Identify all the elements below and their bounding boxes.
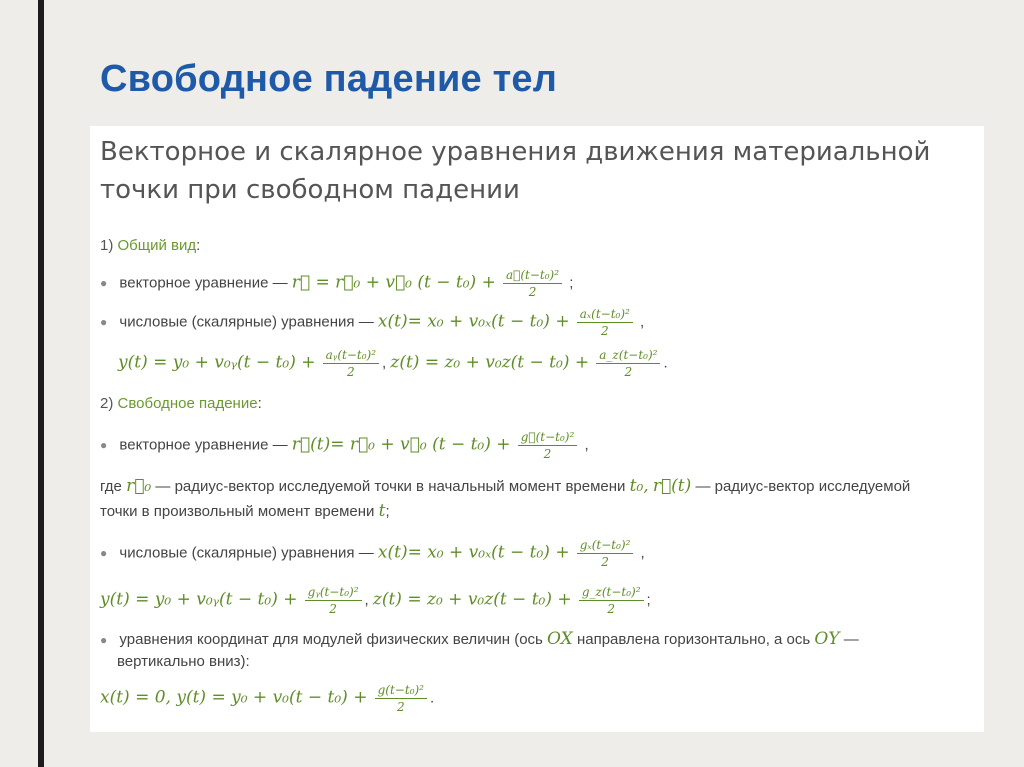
s1-y-formula: y(t) = y₀ + v₀ᵧ(t − t₀) + xyxy=(118,352,316,373)
s2-final-formula: x(t) = 0, y(t) = y₀ + v₀(t − t₀) + xyxy=(100,687,368,708)
card-heading-line-2: точки при свободном падении xyxy=(100,175,520,205)
s1-scalar-fraction xyxy=(577,307,633,338)
s1-z-fraction xyxy=(596,348,660,379)
s2-y-fraction xyxy=(305,585,362,616)
s2-modules-line-1 xyxy=(100,628,859,651)
s1-vector-tail: ; xyxy=(569,274,574,292)
s2-scalar-fraction xyxy=(577,538,634,569)
s2-where-rt: r⃗(t) xyxy=(652,476,692,496)
fraction-denominator: 2 xyxy=(329,602,337,616)
s2-final-tail: . xyxy=(430,689,435,707)
bullet-icon: ● xyxy=(100,276,108,291)
slide-title: Свободное падение тел xyxy=(100,58,558,100)
s2-scalar-item xyxy=(100,538,645,569)
s2-where-semi: ; xyxy=(385,503,390,520)
fraction-numerator: a⃗(t−t₀)² xyxy=(503,268,562,284)
s2-where-r0: r⃗₀ xyxy=(126,476,152,496)
section-1-number: 1) xyxy=(100,237,114,254)
s2-where-paragraph xyxy=(100,474,910,524)
s2-vector-tail: , xyxy=(584,436,589,454)
fraction-denominator: 2 xyxy=(601,555,609,569)
fraction-denominator: 2 xyxy=(543,447,552,461)
left-accent-bar xyxy=(38,0,44,767)
s1-vector-item xyxy=(100,268,573,299)
s2-vector-text: векторное уравнение — xyxy=(119,436,288,454)
s2-z-formula: z(t) = z₀ + v₀z(t − t₀) + xyxy=(372,589,572,610)
section-1-header xyxy=(100,237,200,254)
s1-vector-fraction xyxy=(503,268,562,299)
s2-modules-item xyxy=(100,628,859,673)
fraction-numerator: aᵧ(t−t₀)² xyxy=(323,348,379,364)
s2-where-p2: — радиус-вектор исследуемой точки в начальный момент времени xyxy=(155,478,626,495)
s2-where-p3: — радиус-вектор исследуемой xyxy=(695,478,911,495)
bullet-icon: ● xyxy=(100,633,108,647)
s1-yz-equations xyxy=(118,348,668,379)
fraction-denominator: 2 xyxy=(600,324,609,338)
s2-modules-oy: OY xyxy=(814,629,840,649)
s2-scalar-formula: x(t)= x₀ + v₀ₓ(t − t₀) + xyxy=(377,542,570,563)
s2-scalar-text: числовые (скалярные) уравнения — xyxy=(119,544,374,562)
fraction-numerator: gᵧ(t−t₀)² xyxy=(305,585,362,601)
s1-vector-text: векторное уравнение — xyxy=(119,274,288,292)
fraction-denominator: 2 xyxy=(624,365,633,379)
fraction-denominator: 2 xyxy=(528,285,537,299)
fraction-numerator: g_z(t−t₀)² xyxy=(579,585,644,601)
card-heading xyxy=(100,133,980,209)
s1-scalar-formula: x(t)= x₀ + v₀ₓ(t − t₀) + xyxy=(377,311,570,332)
s2-where-line2: точки в произвольный момент времени xyxy=(100,503,375,520)
s1-scalar-item xyxy=(100,307,644,338)
s2-vector-formula: r⃗(t)= r⃗₀ + v⃗₀ (t − t₀) + xyxy=(291,434,511,455)
card-heading-line-1: Векторное и скалярное уравнения движения материальной xyxy=(100,137,931,167)
s2-modules-p1: уравнения координат для модулей физических величин (ось xyxy=(119,631,543,648)
s2-modules-p3: — xyxy=(843,631,859,648)
s2-yz-tail: ; xyxy=(646,591,651,609)
fraction-denominator: 2 xyxy=(396,700,405,714)
s2-where-line-1 xyxy=(100,474,910,499)
s1-y-fraction xyxy=(323,348,379,379)
s1-z-formula: z(t) = z₀ + v₀z(t − t₀) + xyxy=(390,352,590,373)
fraction-numerator: g(t−t₀)² xyxy=(375,683,427,699)
s2-yz-separator: , xyxy=(364,591,369,609)
fraction-numerator: aₓ(t−t₀)² xyxy=(577,307,633,323)
s2-modules-ox: OX xyxy=(547,629,573,649)
s2-vector-fraction xyxy=(518,430,578,461)
s1-vector-formula: r⃗ = r⃗₀ + v⃗₀ (t − t₀) + xyxy=(291,272,496,293)
section-2-link[interactable]: Свободное падение xyxy=(117,395,258,412)
s2-modules-line2: вертикально вниз): xyxy=(117,653,250,670)
bullet-icon: ● xyxy=(100,546,108,561)
s1-yz-separator: , xyxy=(382,354,387,372)
bullet-icon: ● xyxy=(100,438,108,453)
s1-scalar-text: числовые (скалярные) уравнения — xyxy=(119,313,374,331)
section-2-header xyxy=(100,395,262,412)
s2-modules-p2: направлена горизонтально, а ось xyxy=(576,631,811,648)
bullet-icon: ● xyxy=(100,315,108,330)
s2-where-p1: где xyxy=(100,478,122,495)
s2-modules-line-2 xyxy=(100,651,859,673)
s2-where-line-2 xyxy=(100,499,910,524)
fraction-numerator: a_z(t−t₀)² xyxy=(596,348,660,364)
fraction-denominator: 2 xyxy=(347,365,355,379)
s1-scalar-tail: , xyxy=(640,313,645,331)
section-1-link[interactable]: Общий вид xyxy=(117,237,197,254)
section-2-colon: : xyxy=(257,395,262,412)
section-2-number: 2) xyxy=(100,395,114,412)
s2-final-equation xyxy=(100,683,434,714)
section-1-colon: : xyxy=(196,237,201,254)
s2-y-formula: y(t) = y₀ + v₀ᵧ(t − t₀) + xyxy=(100,589,298,610)
s2-scalar-tail: , xyxy=(640,544,645,562)
s2-vector-item xyxy=(100,430,589,461)
s2-yz-equations xyxy=(100,585,651,616)
fraction-denominator: 2 xyxy=(607,602,615,616)
fraction-numerator: g⃗(t−t₀)² xyxy=(518,430,578,446)
s2-where-t: t xyxy=(378,501,386,521)
fraction-numerator: gₓ(t−t₀)² xyxy=(577,538,634,554)
s1-yz-tail: . xyxy=(663,354,668,372)
s2-final-fraction xyxy=(375,683,427,714)
s2-where-t0: t₀, xyxy=(629,476,649,496)
s2-z-fraction xyxy=(579,585,644,616)
